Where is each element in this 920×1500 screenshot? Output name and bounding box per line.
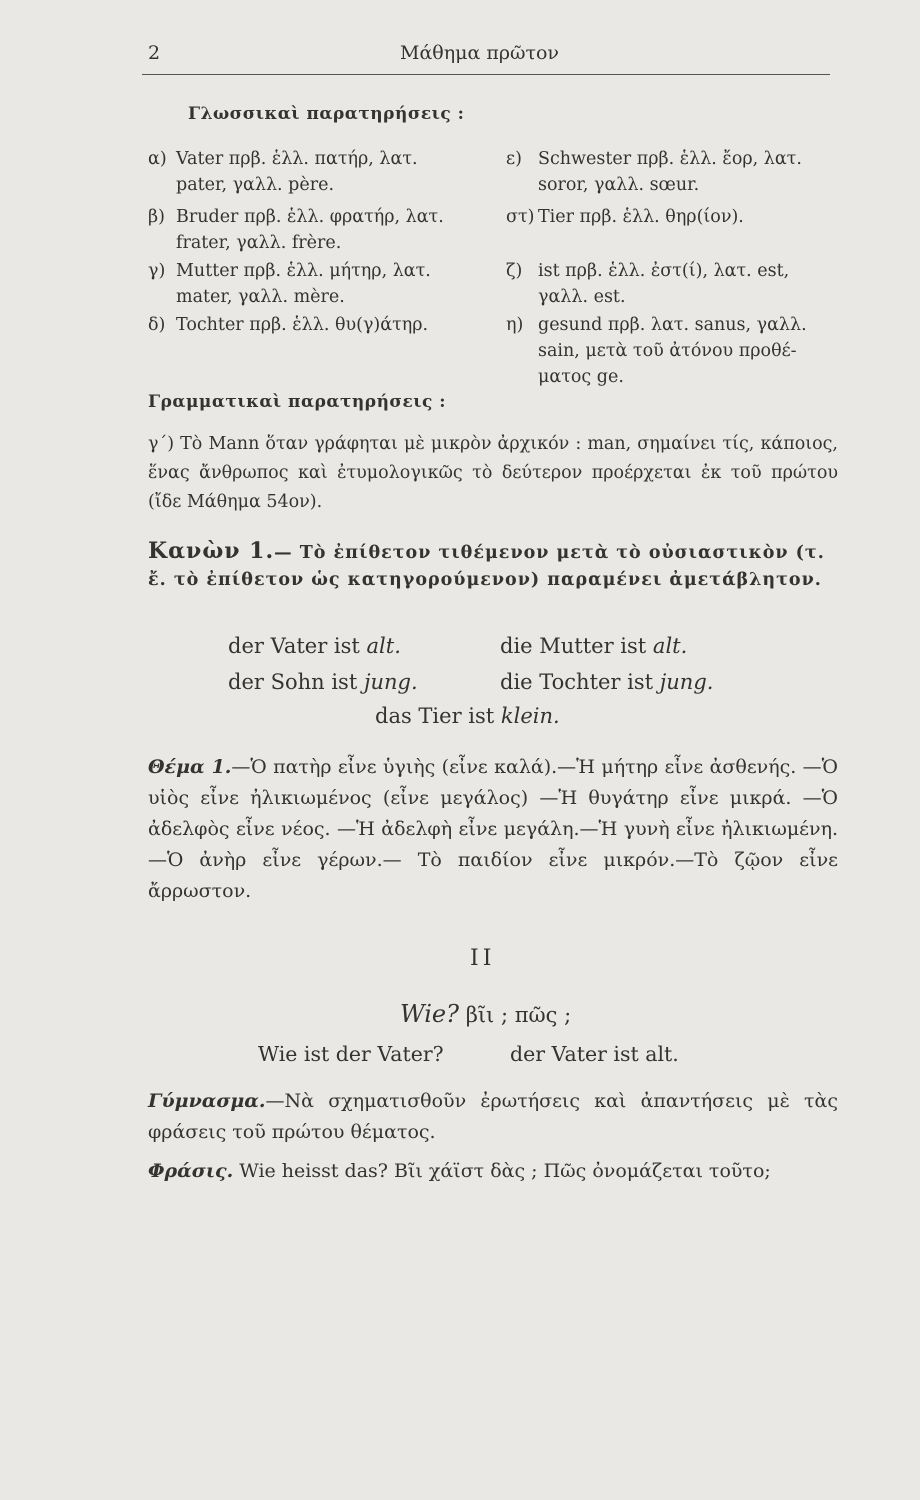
- rule-text: — Τὸ ἐπίθετον τιθέμενον μετὰ τὸ οὐσιαστικὸν (τ. ἔ. τὸ ἐπίθετον ὡς κατηγορούμενον) παραμένει ἀμετάβλητον.: [148, 543, 825, 590]
- note-label: στ): [506, 207, 535, 227]
- example-row2-left: [228, 670, 418, 694]
- exercise-label: Γύμνασμα.: [148, 1090, 266, 1112]
- note-line: Tochter πρβ. ἑλλ. θυ(γ)άτηρ.: [176, 315, 429, 335]
- grammar-notes-heading: Γραμματικαὶ παρατηρήσεις :: [148, 392, 447, 412]
- note-a: [148, 146, 418, 198]
- phrase: [148, 1156, 838, 1187]
- example-text: das Tier ist: [375, 704, 501, 728]
- section-numeral: II: [470, 946, 496, 971]
- note-d: [148, 312, 428, 338]
- wie-script: Wie?: [400, 1000, 459, 1028]
- linguistic-notes-heading: Γλωσσικαὶ παρατηρήσεις :: [188, 104, 465, 124]
- note-st: [506, 204, 744, 230]
- note-line: mater, γαλλ. mère.: [176, 287, 345, 307]
- wie-heading: [400, 1000, 571, 1028]
- note-e: [506, 146, 802, 198]
- phrase-text: Wie heisst das? Βῖι χάϊστ δὰς ; Πῶς ὀνομάζεται τοῦτο;: [233, 1160, 771, 1182]
- example-row1-right: [500, 634, 687, 658]
- note-label: ζ): [506, 261, 523, 281]
- note-line: Bruder πρβ. ἑλλ. φρατήρ, λατ.: [176, 207, 444, 227]
- note-line: Mutter πρβ. ἑλλ. μήτηρ, λατ.: [176, 261, 431, 281]
- example-adj: alt.: [652, 634, 688, 658]
- page-number: 2: [148, 42, 161, 64]
- note-line: ματος ge.: [538, 367, 624, 387]
- wie-gloss: βῖι ; πῶς ;: [465, 1003, 572, 1027]
- note-line: γαλλ. est.: [538, 287, 626, 307]
- note-line: gesund πρβ. λατ. sanus, γαλλ.: [538, 315, 807, 335]
- example-row2-right: [500, 670, 713, 694]
- question: Wie ist der Vater?: [258, 1042, 444, 1066]
- exercise-text: —Νὰ σχηματισθοῦν ἐρωτήσεις καὶ ἀπαντήσεις μὲ τὰς φράσεις τοῦ πρώτου θέματος.: [148, 1090, 838, 1143]
- example-adj: jung.: [659, 670, 714, 694]
- example-text: die Mutter ist: [500, 634, 653, 658]
- note-line: sain, μετὰ τοῦ ἀτόνου προθέ-: [538, 341, 797, 361]
- note-line: ist πρβ. ἑλλ. ἐστ(ί), λατ. est,: [538, 261, 790, 281]
- example-adj: alt.: [366, 634, 401, 658]
- example-row1-left: [228, 634, 401, 658]
- example-text: die Tochter ist: [500, 670, 660, 694]
- note-label: ε): [506, 149, 522, 169]
- thema-text: —Ὁ πατὴρ εἶνε ὑγιὴς (εἶνε καλά).—Ἡ μήτηρ εἶνε ἀσθενής. —Ὁ υἱὸς εἶνε ἠλικιωμένος (εἶνε μεγάλος) —Ἡ θυγάτηρ εἶνε μικρά. —Ὁ ἀδελφὸς εἶνε νέος. —Ἡ ἀδελφὴ εἶνε μεγάλη.—Ἡ γυνὴ εἶνε ἠλικιωμένη. —Ὁ ἀνὴρ εἶνε γέρων.— Τὸ παιδίον εἶνε μικρόν.—Τὸ ζῷον εἶνε ἄρρωστον.: [148, 756, 838, 902]
- note-label: γ): [148, 261, 166, 281]
- page-title: Μάθημα πρῶτον: [400, 42, 559, 64]
- answer: der Vater ist alt.: [510, 1042, 679, 1066]
- exercise: [148, 1086, 838, 1148]
- note-line: frater, γαλλ. frère.: [176, 233, 342, 253]
- note-b: [148, 204, 444, 256]
- note-label: η): [506, 315, 524, 335]
- note-line: soror, γαλλ. sœur.: [538, 175, 700, 195]
- header-rule: [142, 74, 830, 75]
- note-label: α): [148, 149, 167, 169]
- note-c: [148, 258, 431, 310]
- note-label: δ): [148, 315, 166, 335]
- rule-block: [148, 538, 838, 594]
- grammar-note-text: γ΄) Τὸ Mann ὅταν γράφηται μὲ μικρὸν ἀρχικόν : man, σημαίνει τίς, κάποιος, ἕνας ἄνθρωπος καὶ ἐτυμολογικῶς τὸ δεύτερον προέρχεται ἐκ τοῦ πρώτου (ἴδε Μάθημα 54ον).: [148, 434, 838, 512]
- note-line: pater, γαλλ. père.: [176, 175, 335, 195]
- thema-label: Θέμα 1.: [148, 756, 232, 778]
- example-adj: klein.: [500, 704, 560, 728]
- note-z: [506, 258, 789, 310]
- thema-1: [148, 752, 838, 907]
- example-text: der Sohn ist: [228, 670, 364, 694]
- rule-label: Κανὼν 1.: [148, 538, 275, 564]
- note-line: Tier πρβ. ἑλλ. θηρ(ίον).: [538, 207, 744, 227]
- note-label: β): [148, 207, 165, 227]
- example-row3: [375, 704, 560, 728]
- example-text: der Vater ist: [228, 634, 367, 658]
- note-h: [506, 312, 807, 390]
- note-line: Vater πρβ. ἑλλ. πατήρ, λατ.: [176, 149, 418, 169]
- example-adj: jung.: [363, 670, 418, 694]
- note-line: Schwester πρβ. ἑλλ. ἔορ, λατ.: [538, 149, 802, 169]
- phrase-label: Φράσις.: [148, 1160, 234, 1182]
